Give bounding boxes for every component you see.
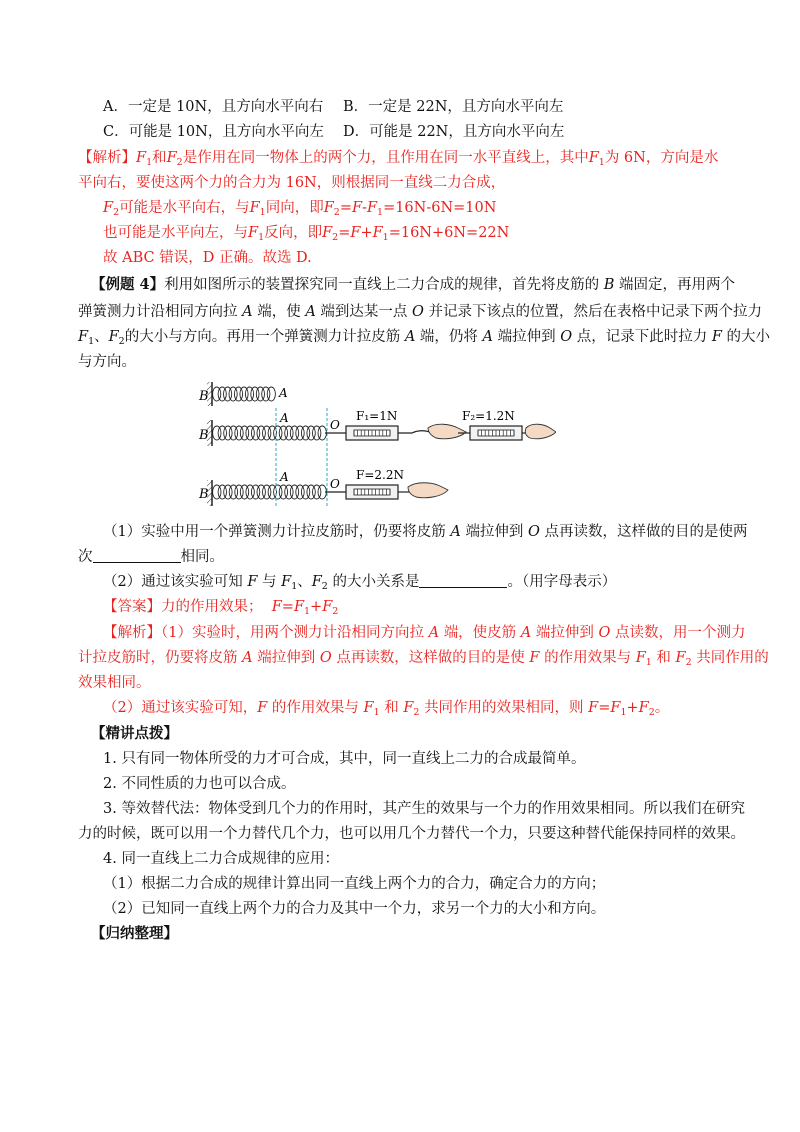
analysis1-line5: 故 ABC 错误，D 正确。故选 D. <box>103 250 312 266</box>
section-title-jingjiang: 【精讲点拨】 <box>91 725 178 742</box>
label-b-top: B <box>199 389 209 404</box>
analysis1-line2: 平向右，要使这两个力的合力为 16N，则根据同一直线二力合成， <box>78 175 506 191</box>
option-a: A．一定是 10N，且方向水平向右 <box>103 99 324 115</box>
rubber-band-top <box>213 387 276 401</box>
question-1-line1: （1）实验中用一个弹簧测力计拉皮筋时，仍要将皮筋 A 端拉伸到 O 点再读数，这样做的目的是使两 <box>103 524 748 540</box>
label-a-bottom: A <box>280 470 289 484</box>
label-a-middle: A <box>280 411 289 425</box>
rubber-band-bottom <box>213 485 327 499</box>
example4-line3: $F_1$、$F_2$的大小与方向。再用一个弹簧测力计拉皮筋 A 端，仍将 A 端拉伸到 O 点，记录下此时拉力 F 的大小 <box>78 329 771 347</box>
hand-1 <box>428 424 466 439</box>
answer-blank-1[interactable] <box>93 547 181 563</box>
question-1-line2: 次 相同。 <box>78 549 224 565</box>
label-f2: F₂=1.2N <box>462 409 515 423</box>
point-4-1: （1）根据二力合成的规律计算出同一直线上两个力的合力，确定合力的方向； <box>103 876 606 892</box>
label-f: F=2.2N <box>356 468 404 482</box>
label-o-middle: O <box>330 418 340 432</box>
hand-2 <box>525 424 556 439</box>
analysis2-line3: 效果相同。 <box>78 675 151 691</box>
point-3-line1: 3. 等效替代法：物体受到几个力的作用时，其产生的效果与一个力的作用效果相同。所以我们在研究 <box>103 801 745 817</box>
point-2: 2. 不同性质的力也可以合成。 <box>103 776 296 792</box>
hand-3 <box>408 483 448 498</box>
label-f1: F₁=1N <box>356 409 398 423</box>
option-c: C．可能是 10N，且方向水平向左 <box>103 124 324 140</box>
point-4: 4. 同一直线上二力合成规律的应用： <box>103 851 339 867</box>
label-b-middle: B <box>199 428 209 443</box>
answer-line: 【答案】力的作用效果； $F=F_1+F_2$ <box>103 599 339 617</box>
spring-scale-f <box>346 485 398 499</box>
analysis1-line3: $F_2$可能是水平向右，与$F_1$同向，即$F_2=F-F_1=16N-6N=10N$ <box>103 200 497 218</box>
analysis2-line1: 【解析】（1）实验时，用两个测力计沿相同方向拉 A 端，使皮筋 A 端拉伸到 O 点读数，用一个测力 <box>103 625 746 641</box>
answer-blank-2[interactable] <box>419 572 507 588</box>
analysis1-line1: 【解析】$F_1$和$F_2$是作用在同一物体上的两个力，且作用在同一水平直线上，其中$F_1$为 6N，方向是水 <box>78 150 719 168</box>
rubber-band-middle <box>213 426 327 440</box>
example4-line2: 弹簧测力计沿相同方向拉 A 端，使 A 端到达某一点 O 并记录下该点的位置，然后在表格中记录下两个拉力 <box>78 304 763 320</box>
question-2: （2）通过该实验可知 F 与 $F_1$、$F_2$ 的大小关系是 。（用字母表示） <box>103 574 617 592</box>
spring-scale-f1 <box>346 426 398 440</box>
label-o-bottom: O <box>330 477 340 491</box>
point-3-line2: 力的时候，既可以用一个力替代几个力，也可以用几个力替代一个力，只要这种替代能保持同样的效果。 <box>78 826 745 842</box>
analysis1-line4: 也可能是水平向左，与$F_1$反向，即$F_2=F+F_1=16N+6N=22N$ <box>103 225 510 243</box>
experiment-figure <box>196 378 556 510</box>
point-1: 1. 只有同一物体所受的力才可合成，其中，同一直线上二力的合成最简单。 <box>103 751 586 767</box>
analysis2-line4: （2）通过该实验可知，F 的作用效果与 $F_1$ 和 $F_2$ 共同作用的效果相同，则 $F=F_1+F_2$。 <box>103 700 670 718</box>
example4-line1: 【例题 4】利用如图所示的装置探究同一直线上二力合成的规律，首先将皮筋的 B 端固定，再用两个 <box>91 276 736 293</box>
label-a-top: A <box>279 386 288 400</box>
point-4-2: （2）已知同一直线上两个力的合力及其中一个力，求另一个力的大小和方向。 <box>103 901 606 917</box>
label-b-bottom: B <box>199 487 209 502</box>
spring-scale-f2 <box>470 426 522 440</box>
analysis2-line2: 计拉皮筋时，仍要将皮筋 A 端拉伸到 O 点再读数，这样做的目的是使 F 的作用效果与 $F_1$ 和 $F_2$ 共同作用的 <box>78 650 769 668</box>
section-title-guina: 【归纳整理】 <box>91 925 178 942</box>
example4-line4: 与方向。 <box>78 354 136 370</box>
option-b: B．一定是 22N，且方向水平向左 <box>343 99 564 115</box>
option-d: D．可能是 22N，且方向水平向左 <box>343 124 565 140</box>
